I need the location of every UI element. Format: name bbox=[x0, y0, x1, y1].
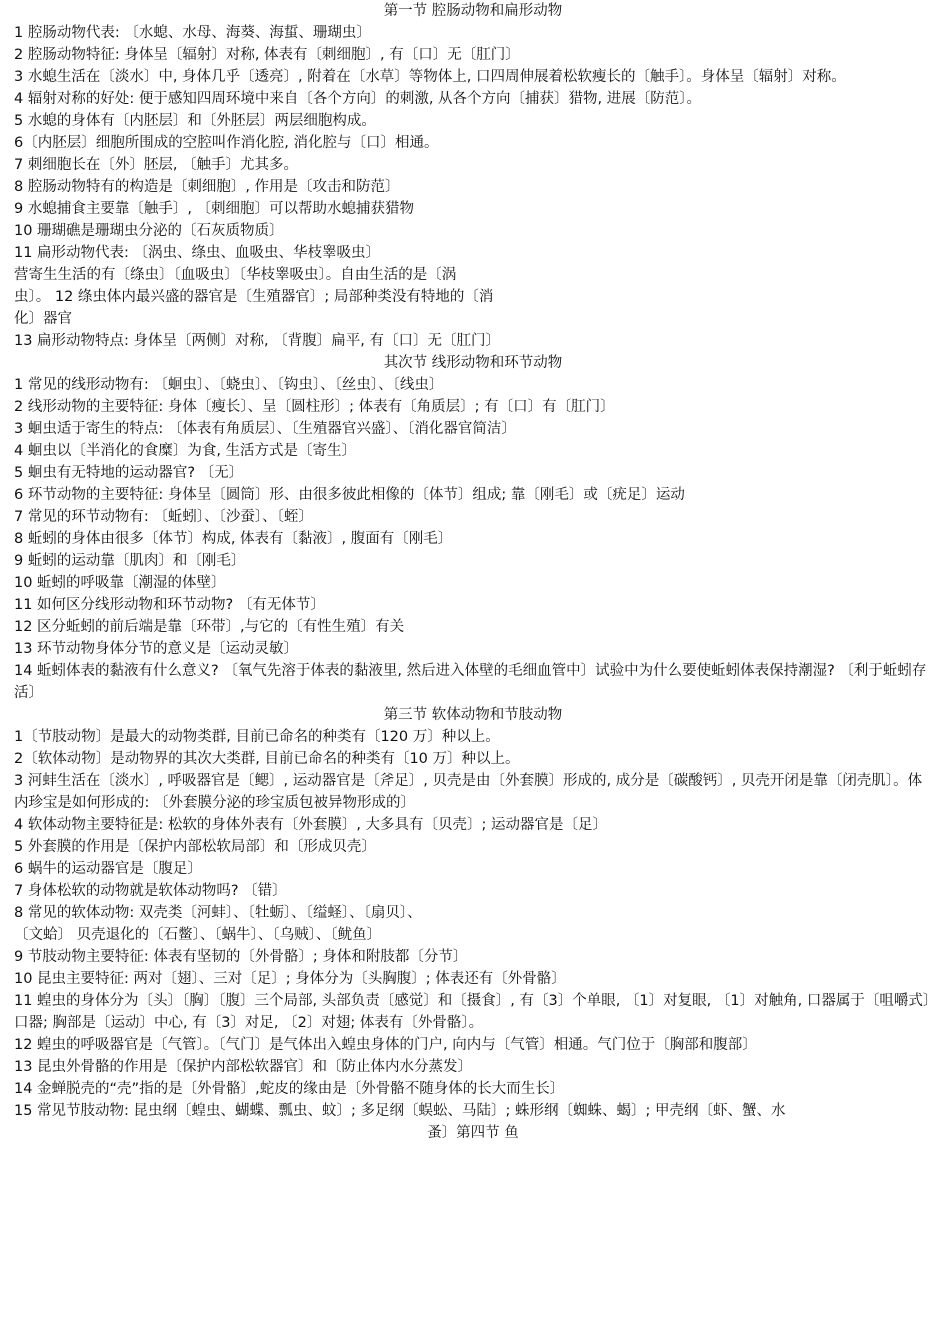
text-line: 12 区分蚯蚓的前后端是靠〔环带〕,与它的〔有性生殖〕有关 bbox=[14, 619, 405, 635]
text-line: 11 如何区分线形动物和环节动物? 〔有无体节〕 bbox=[14, 597, 325, 613]
text-line: 11 扁形动物代表: 〔涡虫、绦虫、血吸虫、华枝睾吸虫〕 bbox=[14, 245, 381, 261]
text-line: 1 常见的线形动物有: 〔蛔虫〕、〔蛲虫〕、〔钩虫〕、〔丝虫〕、〔线虫〕 bbox=[14, 377, 444, 393]
text-line: 7 常见的环节动物有: 〔蚯蚓〕、〔沙蚕〕、〔蛭〕 bbox=[14, 509, 313, 525]
text-line: 6〔内胚层〕细胞所围成的空腔叫作消化腔, 消化腔与〔口〕相通。 bbox=[14, 135, 439, 151]
text-line: 9 水螅捕食主要靠〔触手〕, 〔刺细胞〕可以帮助水螅捕获猎物 bbox=[14, 201, 415, 217]
text-line: 2 腔肠动物特征: 身体呈〔辐射〕对称, 体表有〔刺细胞〕, 有〔口〕无〔肛门〕 bbox=[14, 47, 520, 63]
text-line: 5 蛔虫有无特地的运动器官? 〔无〕 bbox=[14, 465, 244, 481]
text-line: 11 蝗虫的身体分为〔头〕〔胸〕〔腹〕三个局部, 头部负责〔感觉〕和〔摄食〕, 有〔3〕个单眼, 〔1〕对复眼, 〔1〕对触角, 口器属于〔咀嚼式〕口器; 胸部是〔运动〕中心, 有〔3〕对足, 〔2〕对翅; 体表有〔外骨骼〕。 bbox=[14, 993, 931, 1031]
section-3 bbox=[14, 704, 932, 1144]
text-line: 1〔节肢动物〕是最大的动物类群, 目前已命名的种类有〔120 万〕种以上。 bbox=[14, 729, 500, 745]
text-line: 5 水螅的身体有〔内胚层〕和〔外胚层〕两层细胞构成。 bbox=[14, 113, 376, 129]
text-line: 营寄生生活的有〔绦虫〕〔血吸虫〕〔华枝睾吸虫〕。自由生活的是〔涡 bbox=[14, 267, 457, 283]
text-line: 13 扁形动物特点: 身体呈〔两侧〕对称, 〔背腹〕扁平, 有〔口〕无〔肛门〕 bbox=[14, 333, 500, 349]
text-line: 2〔软体动物〕是动物界的其次大类群, 目前已命名的种类有〔10 万〕种以上。 bbox=[14, 751, 520, 767]
text-line: 7 身体松软的动物就是软体动物吗? 〔错〕 bbox=[14, 883, 287, 899]
text-line: 8 蚯蚓的身体由很多〔体节〕构成, 体表有〔黏液〕, 腹面有〔刚毛〕 bbox=[14, 531, 453, 547]
section-3-body bbox=[14, 726, 932, 1144]
text-line: 3 河蚌生活在〔淡水〕, 呼吸器官是〔鳃〕, 运动器官是〔斧足〕, 贝壳是由〔外套膜〕形成的, 成分是〔碳酸钙〕, 贝壳开闭是靠〔闭壳肌〕。体内珍宝是如何形成的: 〔外套膜分泌的珍宝质包被异物形成的〕 bbox=[14, 773, 923, 811]
section-4-title-line: 蚤〕第四节 鱼 bbox=[427, 1125, 519, 1141]
text-line: 4 软体动物主要特征是: 松软的身体外表有〔外套膜〕, 大多具有〔贝壳〕; 运动器官是〔足〕 bbox=[14, 817, 608, 833]
text-line: 1 腔肠动物代表: 〔水螅、水母、海葵、海蜇、珊瑚虫〕 bbox=[14, 25, 371, 41]
section-1 bbox=[14, 0, 932, 352]
text-line: 12 蝗虫的呼吸器官是〔气管〕。〔气门〕是气体出入蝗虫身体的门户, 向内与〔气管〕相通。气门位于〔胸部和腹部〕 bbox=[14, 1037, 757, 1053]
text-line: 9 节肢动物主要特征: 体表有坚韧的〔外骨骼〕; 身体和附肢都〔分节〕 bbox=[14, 949, 468, 965]
text-line: 10 蚯蚓的呼吸靠〔潮湿的体壁〕 bbox=[14, 575, 226, 591]
section-title: 第三节 软体动物和节肢动物 bbox=[383, 707, 563, 723]
text-line: 2 线形动物的主要特征: 身体〔瘦长〕、呈〔圆柱形〕; 体表有〔角质层〕; 有〔口〕有〔肛门〕 bbox=[14, 399, 615, 415]
section-2 bbox=[14, 352, 932, 704]
text-line: 5 外套膜的作用是〔保护内部松软局部〕和〔形成贝壳〕 bbox=[14, 839, 376, 855]
text-line: 13 昆虫外骨骼的作用是〔保护内部松软器官〕和〔防止体内水分蒸发〕 bbox=[14, 1059, 473, 1075]
text-line: 10 昆虫主要特征: 两对〔翅〕、三对〔足〕; 身体分为〔头胸腹〕; 体表还有〔外骨骼〕 bbox=[14, 971, 566, 987]
section-1-body bbox=[14, 22, 932, 352]
text-line: 化〕器官 bbox=[14, 311, 72, 327]
text-line: 14 金蝉脱壳的“壳”指的是〔外骨骼〕,蛇皮的缘由是〔外骨骼不随身体的长大而生长〕 bbox=[14, 1081, 565, 1097]
text-line: 13 环节动物身体分节的意义是〔运动灵敏〕 bbox=[14, 641, 299, 657]
text-line: 6 环节动物的主要特征: 身体呈〔圆筒〕形、由很多彼此相像的〔体节〕组成; 靠〔刚毛〕或〔疣足〕运动 bbox=[14, 487, 685, 503]
text-line: 3 水螅生活在〔淡水〕中, 身体几乎〔透亮〕, 附着在〔水草〕等物体上, 口四周伸展着松软瘦长的〔触手〕。身体呈〔辐射〕对称。 bbox=[14, 69, 846, 85]
text-line: 7 刺细胞长在〔外〕胚层, 〔触手〕尤其多。 bbox=[14, 157, 299, 173]
text-line: 8 腔肠动物特有的构造是〔刺细胞〕, 作用是〔攻击和防范〕 bbox=[14, 179, 400, 195]
text-line: 〔文蛤〕 贝壳退化的〔石鳖〕、〔蜗牛〕、〔乌贼〕、〔鱿鱼〕 bbox=[14, 927, 382, 943]
section-title: 第一节 腔肠动物和扁形动物 bbox=[383, 3, 563, 19]
section-2-body bbox=[14, 374, 932, 704]
text-line: 6 蜗牛的运动器官是〔腹足〕 bbox=[14, 861, 202, 877]
text-line: 8 常见的软体动物: 双壳类〔河蚌〕、〔牡蛎〕、〔缢蛏〕、〔扇贝〕、 bbox=[14, 905, 422, 921]
text-line: 9 蚯蚓的运动靠〔肌肉〕和〔刚毛〕 bbox=[14, 553, 246, 569]
text-line: 10 珊瑚礁是珊瑚虫分泌的〔石灰质物质〕 bbox=[14, 223, 284, 239]
text-line: 虫〕。 12 绦虫体内最兴盛的器官是〔生殖器官〕; 局部种类没有特地的〔消 bbox=[14, 289, 494, 305]
section-title: 其次节 线形动物和环节动物 bbox=[383, 355, 563, 371]
text-line: 3 蛔虫适于寄生的特点: 〔体表有角质层〕、〔生殖器官兴盛〕、〔消化器官简洁〕 bbox=[14, 421, 516, 437]
text-line: 4 辐射对称的好处: 便于感知四周环境中来自〔各个方向〕的刺激, 从各个方向〔捕获〕猎物, 进展〔防范〕。 bbox=[14, 91, 702, 107]
text-line: 14 蚯蚓体表的黏液有什么意义? 〔氧气先溶于体表的黏液里, 然后进入体壁的毛细血管中〕试验中为什么要使蚯蚓体表保持潮湿? 〔利于蚯蚓存活〕 bbox=[14, 663, 927, 701]
text-line: 4 蛔虫以〔半消化的食糜〕为食, 生活方式是〔寄生〕 bbox=[14, 443, 357, 459]
text-line: 15 常见节肢动物: 昆虫纲〔蝗虫、蝴蝶、瓢虫、蚊〕; 多足纲〔蜈蚣、马陆〕; 蛛形纲〔蜘蛛、蝎〕; 甲壳纲〔虾、蟹、水 bbox=[14, 1103, 786, 1119]
